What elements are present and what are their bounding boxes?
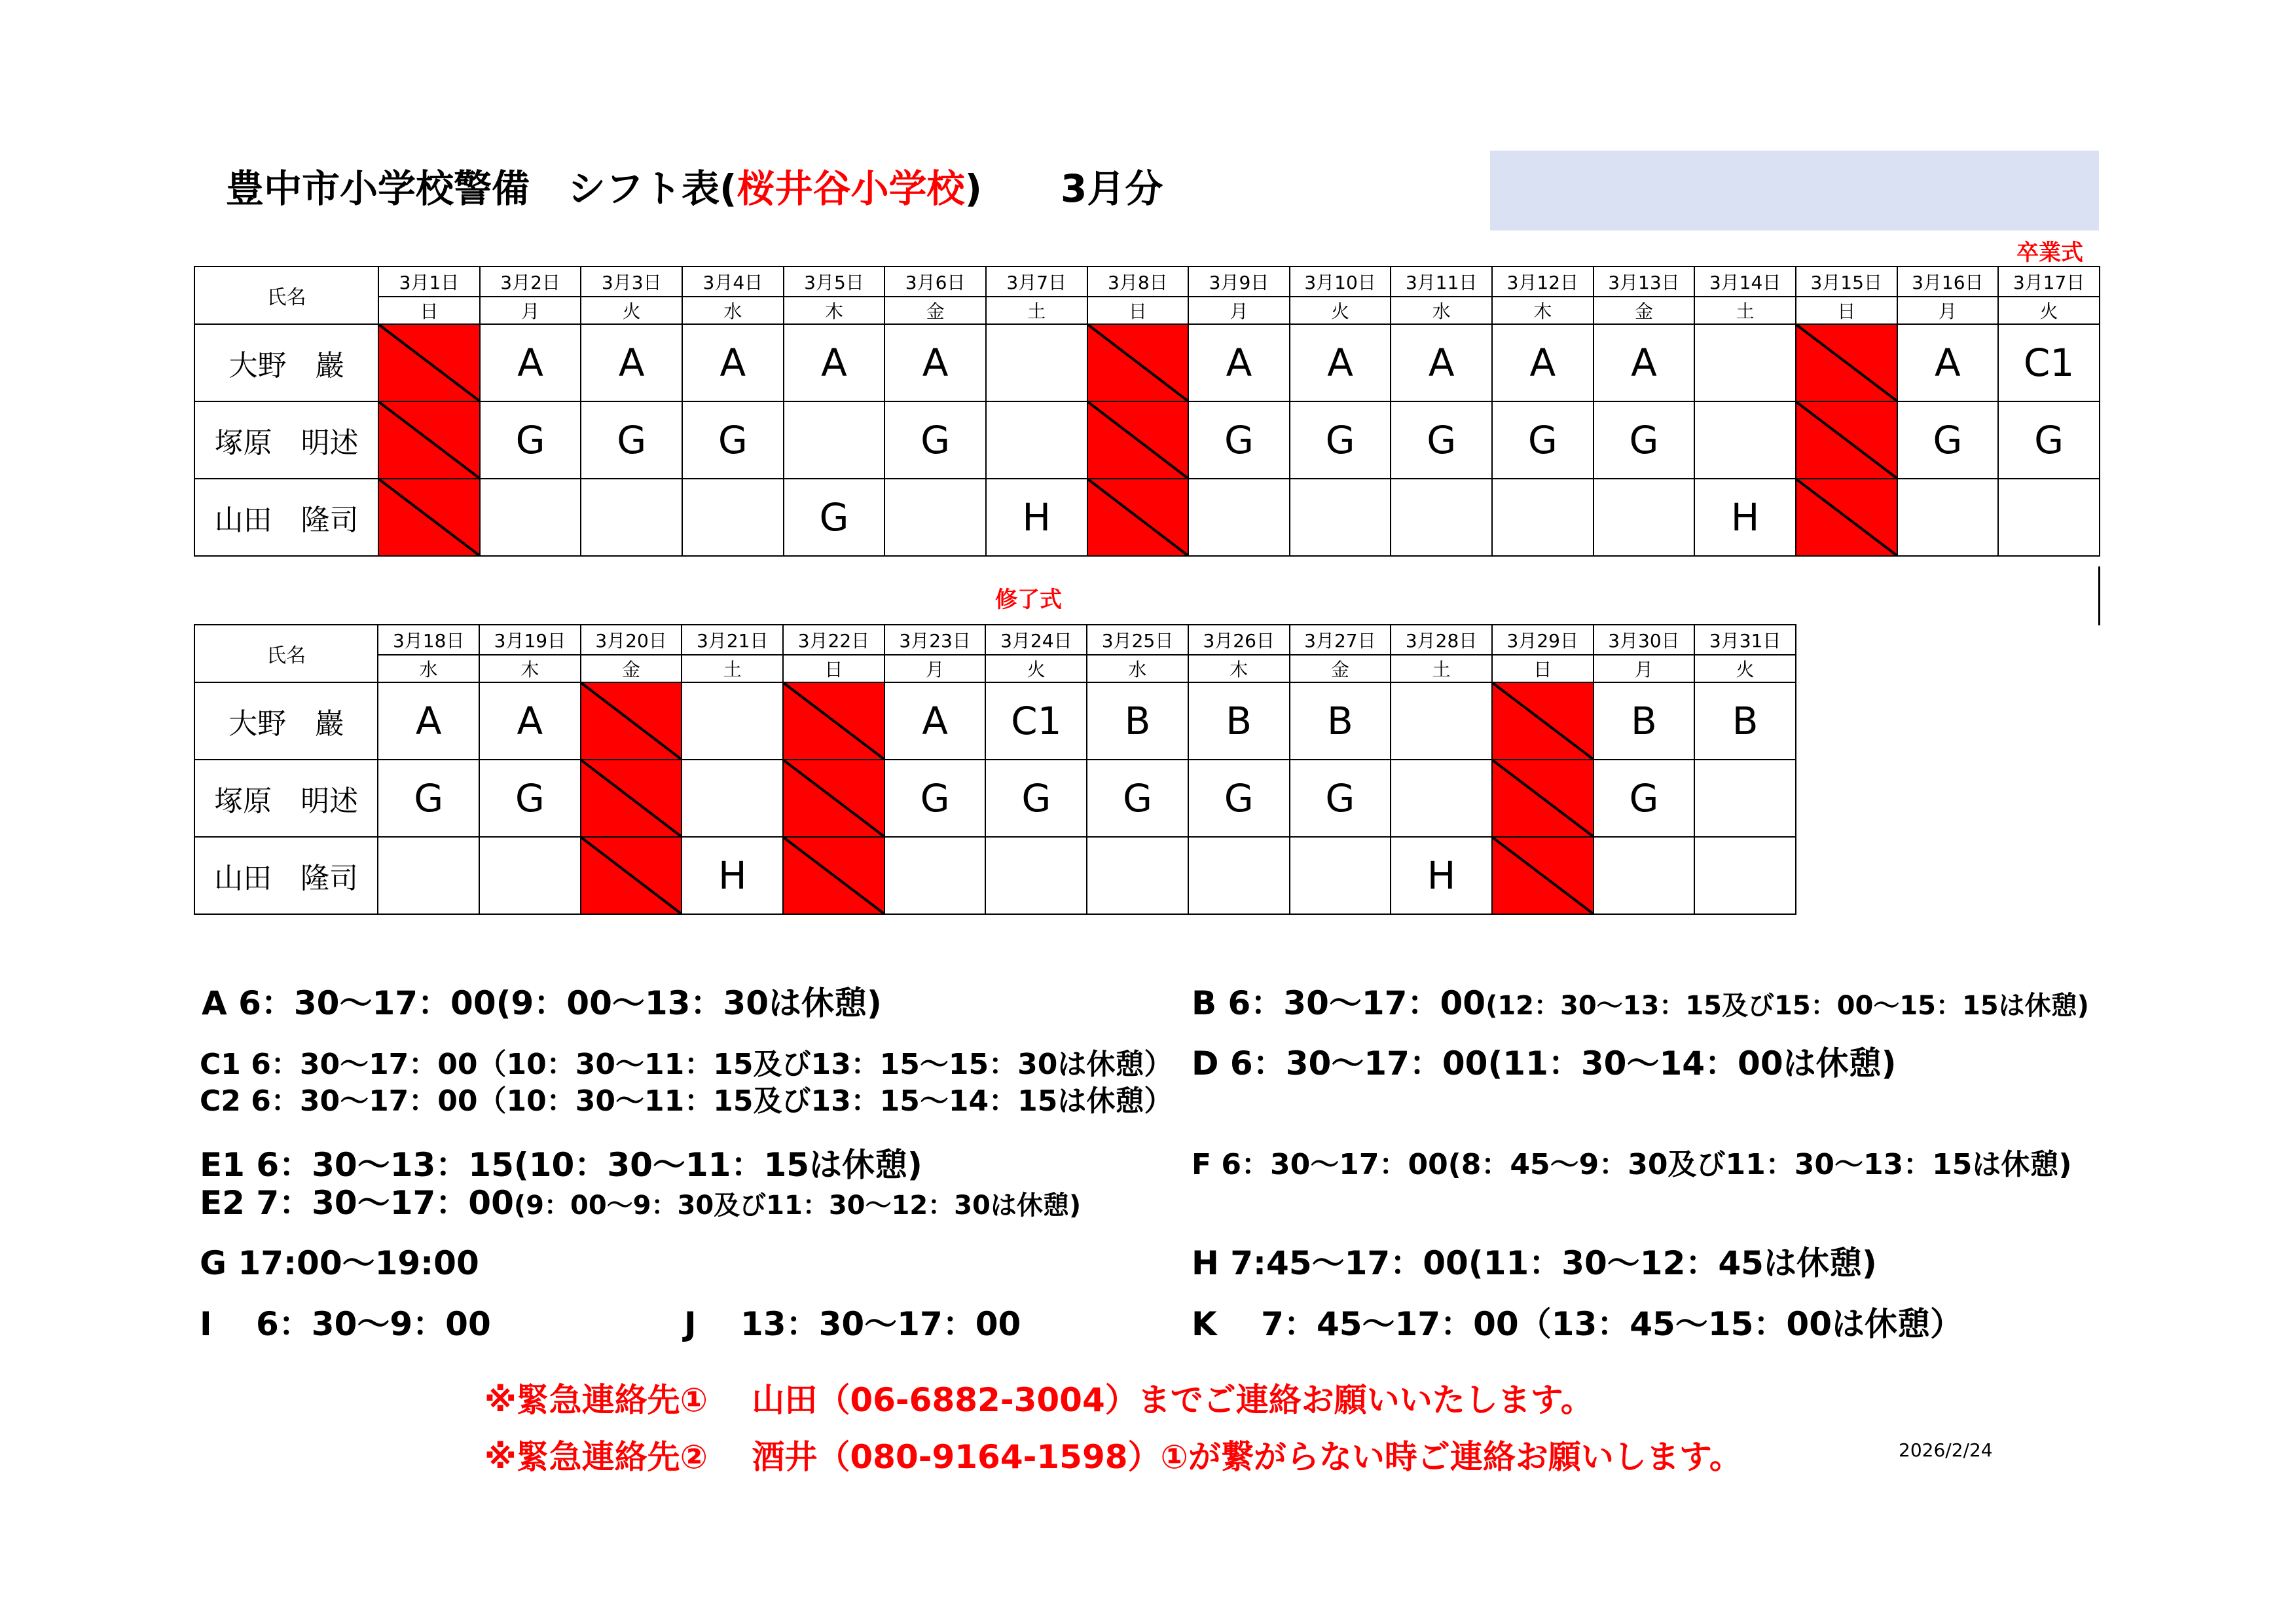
shift-cell xyxy=(1391,760,1492,837)
date-cell: 3月25日 xyxy=(1087,625,1188,655)
day-off-cell xyxy=(1492,682,1594,760)
shift-cell: G xyxy=(884,760,986,837)
day-off-cell xyxy=(783,837,884,914)
date-cell: 3月29日 xyxy=(1492,625,1594,655)
shift-cell xyxy=(884,837,986,914)
staff-row xyxy=(194,682,1796,760)
shift-cell xyxy=(1594,479,1695,556)
shift-cell: G xyxy=(884,401,986,479)
shift-cell: A xyxy=(1594,324,1695,401)
staff-row xyxy=(194,401,2100,479)
shift-cell: G xyxy=(1998,401,2100,479)
shift-cell: B xyxy=(1594,682,1695,760)
staff-row xyxy=(194,324,2100,401)
weekday-cell: 水 xyxy=(682,297,784,324)
shift-cell: H xyxy=(986,479,1087,556)
emergency-contact-1: ※緊急連絡先① 山田（06-6882-3004）までご連絡お願いいたします。 xyxy=(484,1381,1594,1419)
day-off-cell xyxy=(1796,401,1897,479)
date-cell: 3月26日 xyxy=(1188,625,1290,655)
shift-cell xyxy=(1188,479,1290,556)
shift-cell: G xyxy=(1188,401,1290,479)
shift-cell: A xyxy=(1290,324,1391,401)
shift-cell: G xyxy=(1594,401,1695,479)
date-cell: 3月14日 xyxy=(1694,267,1796,297)
date-cell: 3月10日 xyxy=(1290,267,1391,297)
shift-cell: A xyxy=(1897,324,1999,401)
date-cell: 3月16日 xyxy=(1897,267,1999,297)
legend-c2: C2 6：30～17：00（10：30～11：15及び13：15～14：15は休憩） xyxy=(200,1084,1173,1118)
date-cell: 3月31日 xyxy=(1694,625,1796,655)
legend-e1: E1 6：30～13：15(10：30～11：15は休憩) xyxy=(200,1146,922,1184)
shift-cell: A xyxy=(479,682,581,760)
legend-a: A 6：30～17：00(9：00～13：30は休憩) xyxy=(202,984,882,1022)
weekday-cell: 木 xyxy=(1492,297,1594,324)
shift-cell xyxy=(1290,479,1391,556)
date-cell: 3月30日 xyxy=(1594,625,1695,655)
date-cell: 3月20日 xyxy=(581,625,682,655)
weekday-cell: 火 xyxy=(581,297,682,324)
shift-cell: G xyxy=(479,760,581,837)
date-cell: 3月7日 xyxy=(986,267,1087,297)
weekday-cell: 月 xyxy=(480,297,581,324)
shift-table-2 xyxy=(194,624,1796,915)
staff-name: 大野 巖 xyxy=(194,682,378,760)
day-off-cell xyxy=(581,682,682,760)
shift-cell: G xyxy=(1290,760,1391,837)
shift-cell: G xyxy=(1087,760,1188,837)
staff-row xyxy=(194,760,1796,837)
date-cell: 3月23日 xyxy=(884,625,986,655)
legend-b-main: B 6：30～17：00 xyxy=(1192,984,1486,1022)
weekday-cell: 木 xyxy=(479,655,581,682)
date-cell: 3月22日 xyxy=(783,625,884,655)
shift-table-1 xyxy=(194,266,2100,557)
shift-cell: A xyxy=(884,324,986,401)
weekday-cell: 月 xyxy=(1594,655,1695,682)
weekday-header-row xyxy=(194,297,2100,324)
shift-cell xyxy=(682,760,783,837)
legend-e2 xyxy=(200,1185,1081,1221)
date-cell: 3月19日 xyxy=(479,625,581,655)
shift-cell: A xyxy=(480,324,581,401)
shift-cell xyxy=(1694,401,1796,479)
date-cell: 3月17日 xyxy=(1998,267,2100,297)
weekday-cell: 木 xyxy=(784,297,885,324)
date-cell: 3月5日 xyxy=(784,267,885,297)
shift-cell: A xyxy=(1492,324,1594,401)
legend-j: J 13：30～17：00 xyxy=(684,1305,1021,1343)
date-cell: 3月2日 xyxy=(480,267,581,297)
weekday-cell: 金 xyxy=(581,655,682,682)
title-main: 豊中市小学校警備 シフト表( xyxy=(226,166,737,211)
weekday-cell: 火 xyxy=(1694,655,1796,682)
legend-g: G 17:00～19:00 xyxy=(200,1244,479,1282)
weekday-header-row xyxy=(194,655,1796,682)
staff-name: 山田 隆司 xyxy=(194,837,378,914)
shift-cell: A xyxy=(884,682,986,760)
name-header: 氏名 xyxy=(194,625,378,682)
shift-cell xyxy=(480,479,581,556)
weekday-cell: 日 xyxy=(1492,655,1594,682)
shift-cell: B xyxy=(1290,682,1391,760)
shift-cell xyxy=(784,401,885,479)
date-cell: 3月8日 xyxy=(1087,267,1189,297)
legend-d: D 6：30～17：00(11：30～14：00は休憩) xyxy=(1192,1044,1897,1082)
shift-cell: C1 xyxy=(1998,324,2100,401)
staff-name: 塚原 明述 xyxy=(194,401,378,479)
shift-cell xyxy=(985,837,1087,914)
shift-cell: G xyxy=(1594,760,1695,837)
school-name: 桜井谷小学校 xyxy=(737,166,965,211)
shift-cell xyxy=(986,324,1087,401)
legend-h: H 7:45～17：00(11：30～12：45は休憩) xyxy=(1192,1244,1877,1282)
day-off-cell xyxy=(1492,760,1594,837)
day-off-cell xyxy=(1796,324,1897,401)
staff-row xyxy=(194,837,1796,914)
shift-cell: A xyxy=(682,324,784,401)
shift-cell: G xyxy=(1290,401,1391,479)
weekday-cell: 金 xyxy=(1594,297,1695,324)
date-cell: 3月1日 xyxy=(378,267,480,297)
date-cell: 3月27日 xyxy=(1290,625,1391,655)
date-cell: 3月12日 xyxy=(1492,267,1594,297)
shift-cell: A xyxy=(1188,324,1290,401)
weekday-cell: 水 xyxy=(1087,655,1188,682)
legend-e2-main: E2 7：30～17：00 xyxy=(200,1184,514,1222)
shift-cell xyxy=(884,479,986,556)
shift-cell xyxy=(1594,837,1695,914)
shift-cell: B xyxy=(1694,682,1796,760)
date-header-row xyxy=(194,625,1796,655)
weekday-cell: 土 xyxy=(1694,297,1796,324)
weekday-cell: 木 xyxy=(1188,655,1290,682)
shift-cell xyxy=(1897,479,1999,556)
shift-cell xyxy=(1694,837,1796,914)
weekday-cell: 土 xyxy=(682,655,783,682)
shift-cell xyxy=(1391,682,1492,760)
staff-name: 塚原 明述 xyxy=(194,760,378,837)
weekday-cell: 月 xyxy=(1188,297,1290,324)
date-cell: 3月3日 xyxy=(581,267,682,297)
legend-b-note: (12：30～13：15及び15：00～15：15は休憩) xyxy=(1485,991,2089,1021)
legend-i: I 6：30～9：00 xyxy=(200,1305,491,1343)
date-cell: 3月28日 xyxy=(1391,625,1492,655)
date-cell: 3月4日 xyxy=(682,267,784,297)
day-off-cell xyxy=(378,324,480,401)
weekday-cell: 土 xyxy=(1391,655,1492,682)
date-cell: 3月24日 xyxy=(985,625,1087,655)
staff-name: 大野 巖 xyxy=(194,324,378,401)
weekday-cell: 日 xyxy=(783,655,884,682)
shift-cell xyxy=(1492,479,1594,556)
shift-cell xyxy=(682,682,783,760)
weekday-cell: 金 xyxy=(1290,655,1391,682)
legend-k: K 7：45～17：00（13：45～15：00は休憩） xyxy=(1192,1305,1963,1343)
shift-cell: G xyxy=(1188,760,1290,837)
day-off-cell xyxy=(1087,324,1189,401)
shift-cell: G xyxy=(480,401,581,479)
completion-label: 修了式 xyxy=(995,587,1062,613)
day-off-cell xyxy=(783,682,884,760)
shift-cell: G xyxy=(1391,401,1492,479)
shift-cell: A xyxy=(784,324,885,401)
title-close: ) xyxy=(964,166,983,211)
weekday-cell: 火 xyxy=(1290,297,1391,324)
shift-cell xyxy=(1694,760,1796,837)
legend-f: F 6：30～17：00(8：45～9：30及び11：30～13：15は休憩) xyxy=(1192,1148,2072,1181)
date-header-row xyxy=(194,267,2100,297)
legend-e2-note: (9：00～9：30及び11：30～12：30は休憩) xyxy=(513,1190,1082,1221)
divider-line xyxy=(2098,566,2100,625)
shift-cell: G xyxy=(985,760,1087,837)
shift-cell xyxy=(479,837,581,914)
day-off-cell xyxy=(1492,837,1594,914)
shift-cell xyxy=(1290,837,1391,914)
weekday-cell: 水 xyxy=(378,655,479,682)
shift-cell xyxy=(986,401,1087,479)
shift-cell xyxy=(581,479,682,556)
shift-cell: H xyxy=(682,837,783,914)
shift-cell: G xyxy=(581,401,682,479)
day-off-cell xyxy=(1087,401,1189,479)
day-off-cell xyxy=(378,401,480,479)
shift-cell: B xyxy=(1087,682,1188,760)
shift-cell: G xyxy=(784,479,885,556)
shift-cell: A xyxy=(581,324,682,401)
staff-row xyxy=(194,479,2100,556)
shift-cell xyxy=(1391,479,1492,556)
shift-cell: G xyxy=(682,401,784,479)
legend-c1: C1 6：30～17：00（10：30～11：15及び13：15～15：30は休憩） xyxy=(200,1048,1173,1081)
page-title xyxy=(226,162,1163,215)
shift-cell xyxy=(1188,837,1290,914)
shift-cell: C1 xyxy=(985,682,1087,760)
date-cell: 3月9日 xyxy=(1188,267,1290,297)
day-off-cell xyxy=(581,760,682,837)
shift-cell xyxy=(1998,479,2100,556)
weekday-cell: 日 xyxy=(1796,297,1897,324)
weekday-cell: 火 xyxy=(985,655,1087,682)
shift-cell: H xyxy=(1694,479,1796,556)
date-cell: 3月13日 xyxy=(1594,267,1695,297)
date-cell: 3月15日 xyxy=(1796,267,1897,297)
legend-b xyxy=(1192,986,2089,1022)
date-cell: 3月6日 xyxy=(884,267,986,297)
shift-cell: G xyxy=(1492,401,1594,479)
shift-cell: G xyxy=(1897,401,1999,479)
weekday-cell: 水 xyxy=(1391,297,1492,324)
date-cell: 3月11日 xyxy=(1391,267,1492,297)
day-off-cell xyxy=(581,837,682,914)
shift-cell: A xyxy=(378,682,479,760)
day-off-cell xyxy=(1087,479,1189,556)
shift-cell xyxy=(682,479,784,556)
weekday-cell: 金 xyxy=(884,297,986,324)
staff-name: 山田 隆司 xyxy=(194,479,378,556)
shift-cell: G xyxy=(378,760,479,837)
day-off-cell xyxy=(378,479,480,556)
shift-cell: A xyxy=(1391,324,1492,401)
emergency-contact-2: ※緊急連絡先② 酒井（080-9164-1598）①が繋がらない時ご連絡お願いします。 xyxy=(484,1438,1742,1476)
shift-cell: H xyxy=(1391,837,1492,914)
weekday-cell: 土 xyxy=(986,297,1087,324)
shift-cell xyxy=(1694,324,1796,401)
day-off-cell xyxy=(1796,479,1897,556)
weekday-cell: 日 xyxy=(1087,297,1189,324)
weekday-cell: 月 xyxy=(884,655,986,682)
weekday-cell: 火 xyxy=(1998,297,2100,324)
date-cell: 3月21日 xyxy=(682,625,783,655)
shift-cell xyxy=(1087,837,1188,914)
title-month: 3月分 xyxy=(1061,166,1163,211)
header-banner xyxy=(1490,151,2099,231)
date-cell: 3月18日 xyxy=(378,625,479,655)
day-off-cell xyxy=(783,760,884,837)
graduation-label: 卒業式 xyxy=(2016,240,2083,266)
shift-cell: B xyxy=(1188,682,1290,760)
name-header: 氏名 xyxy=(194,267,378,324)
weekday-cell: 月 xyxy=(1897,297,1999,324)
weekday-cell: 日 xyxy=(378,297,480,324)
shift-cell xyxy=(378,837,479,914)
date-stamp: 2026/2/24 xyxy=(1899,1439,1993,1461)
